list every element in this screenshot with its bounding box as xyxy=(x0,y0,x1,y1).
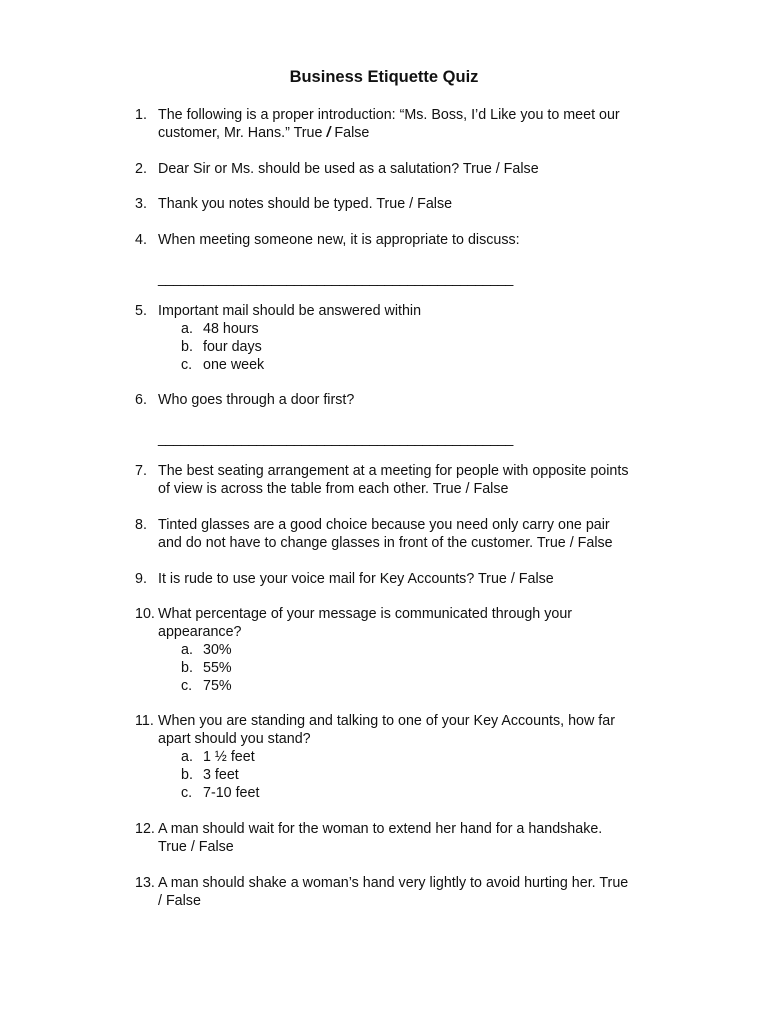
answer-options xyxy=(181,641,675,695)
option-text: 7-10 feet xyxy=(203,785,260,801)
question-text: When you are standing and talking to one of your Key Accounts, how far apart should you stand? xyxy=(158,713,615,747)
question-text: Dear Sir or Ms. should be used as a salutation? True / False xyxy=(158,161,539,177)
option-letter: b. xyxy=(181,339,193,355)
question-text-part: The following is a proper introduction: “Ms. Boss, I’d Like you to meet our customer, Mr. Hans.” True xyxy=(158,107,620,141)
question-number: 7. xyxy=(135,463,147,479)
answer-blank-line: _______________________________________________ xyxy=(158,431,513,447)
question-13 xyxy=(135,874,675,910)
question-text: It is rude to use your voice mail for Key Accounts? True / False xyxy=(158,571,554,587)
answer-option xyxy=(181,784,675,802)
question-number: 3. xyxy=(135,196,147,212)
question-2 xyxy=(135,160,675,178)
option-text: 55% xyxy=(203,660,232,676)
question-9 xyxy=(135,570,675,588)
question-text: Thank you notes should be typed. True / False xyxy=(158,196,453,212)
option-letter: a. xyxy=(181,642,193,658)
question-number: 5. xyxy=(135,303,147,319)
option-letter: a. xyxy=(181,321,193,337)
question-text: A man should shake a woman’s hand very lightly to avoid hurting her. True / False xyxy=(158,875,629,909)
question-number: 10. xyxy=(135,606,155,622)
option-letter: c. xyxy=(181,357,193,373)
question-number: 6. xyxy=(135,392,147,408)
question-number: 8. xyxy=(135,517,147,533)
true-false-slash: / xyxy=(326,125,331,141)
question-text: A man should wait for the woman to extend her hand for a handshake. True / False xyxy=(158,821,603,855)
option-letter: b. xyxy=(181,660,193,676)
option-text: four days xyxy=(203,339,262,355)
option-text: 48 hours xyxy=(203,321,259,337)
page-title: Business Etiquette Quiz xyxy=(289,68,479,86)
answer-options xyxy=(181,320,675,374)
answer-option xyxy=(181,338,675,356)
question-number: 13. xyxy=(135,875,155,891)
question-number: 11. xyxy=(135,713,154,729)
option-text: 1 ½ feet xyxy=(203,749,255,765)
question-10 xyxy=(135,605,675,695)
question-4 xyxy=(135,231,675,288)
option-text: 3 feet xyxy=(203,767,239,783)
option-letter: c. xyxy=(181,785,193,801)
question-number: 1. xyxy=(135,107,147,123)
question-text: When meeting someone new, it is appropriate to discuss: xyxy=(158,232,520,248)
question-number: 4. xyxy=(135,232,147,248)
question-number: 12. xyxy=(135,821,155,837)
question-number: 2. xyxy=(135,161,147,177)
option-letter: a. xyxy=(181,749,193,765)
option-letter: b. xyxy=(181,767,193,783)
question-6 xyxy=(135,391,675,448)
option-text: one week xyxy=(203,357,265,373)
question-12 xyxy=(135,820,675,856)
question-text xyxy=(158,106,675,142)
answer-option xyxy=(181,748,675,766)
answer-option xyxy=(181,320,675,338)
question-1 xyxy=(135,106,675,142)
answer-option xyxy=(181,766,675,784)
option-text: 75% xyxy=(203,678,232,694)
option-text: 30% xyxy=(203,642,232,658)
question-text-part: False xyxy=(330,125,370,141)
answer-options xyxy=(181,748,675,802)
question-text: Tinted glasses are a good choice because you need only carry one pair and do not have to change glasses in front of the customer. True / False xyxy=(158,517,613,551)
question-5 xyxy=(135,302,675,374)
answer-blank-line: _______________________________________________ xyxy=(158,271,513,287)
question-text: Who goes through a door first? xyxy=(158,392,355,408)
question-text: The best seating arrangement at a meeting for people with opposite points of view is across the table from each other. True / False xyxy=(158,463,629,497)
option-letter: c. xyxy=(181,678,193,694)
question-11 xyxy=(135,712,675,802)
answer-option xyxy=(181,641,675,659)
answer-option xyxy=(181,659,675,677)
question-8 xyxy=(135,516,675,552)
answer-option xyxy=(181,356,675,374)
question-3 xyxy=(135,195,675,213)
question-number: 9. xyxy=(135,571,147,587)
question-text: Important mail should be answered within xyxy=(158,303,422,319)
answer-option xyxy=(181,677,675,695)
question-7 xyxy=(135,462,675,498)
question-text: What percentage of your message is communicated through your appearance? xyxy=(158,606,573,640)
